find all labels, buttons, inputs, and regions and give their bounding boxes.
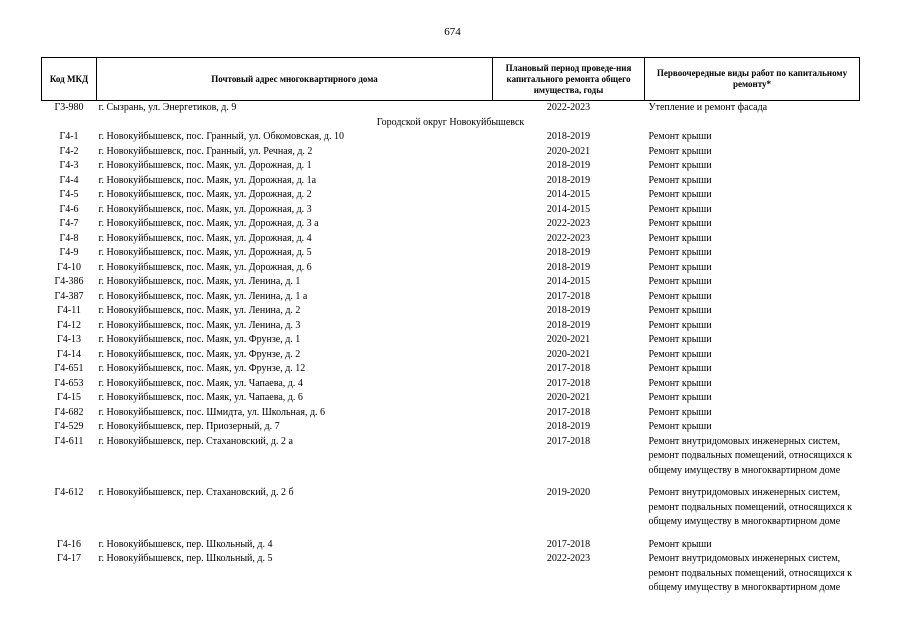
cell-code: Г4-3 — [59, 160, 79, 171]
cell-address: г. Новокуйбышевск, пер. Школьный, д. 5 — [98, 553, 273, 564]
cell-period: 2018-2019 — [546, 421, 591, 432]
cell-code: Г3-980 — [54, 102, 84, 113]
table-row — [42, 203, 860, 218]
table-row — [42, 290, 860, 305]
cell-code: Г4-8 — [59, 232, 79, 244]
table-row — [42, 319, 860, 334]
cell-period: 2014-2015 — [546, 203, 591, 215]
cell-code: Г4-15 — [56, 392, 82, 403]
cell-address: г. Новокуйбышевск, пос. Маяк, ул. Фрунзе, д. 2 — [98, 348, 301, 360]
cell-address: г. Новокуйбышевск, пос. Маяк, ул. Дорожная, д. 1а — [98, 174, 317, 186]
table-row — [42, 145, 860, 160]
cell-period: 2018-2019 — [546, 305, 591, 316]
cell-code: Г4-17 — [56, 553, 82, 564]
cell-works: Ремонт крыши — [648, 348, 712, 360]
cell-address: г. Новокуйбышевск, пер. Школьный, д. 4 — [98, 538, 273, 550]
table-row — [42, 174, 860, 189]
table-row — [42, 435, 860, 479]
cell-code: Г4-653 — [54, 377, 84, 389]
cell-period: 2022-2023 — [546, 232, 591, 244]
cell-code: Г4-9 — [59, 247, 79, 258]
cell-address: г. Новокуйбышевск, пос. Маяк, ул. Дорожная, д. 3 а — [98, 218, 319, 229]
cell-period: 2020-2021 — [546, 348, 591, 360]
cell-works: Ремонт крыши — [648, 189, 712, 200]
cell-code: Г4-1 — [59, 131, 79, 142]
cell-address: г. Новокуйбышевск, пос. Маяк, ул. Ленина, д. 1 а — [98, 290, 308, 302]
capital-repair-table — [41, 57, 860, 596]
cell-works: Ремонт крыши — [648, 392, 712, 403]
cell-code: Г4-13 — [56, 334, 82, 345]
table-body — [42, 101, 860, 596]
header-period: Плановый период проведе-ния капитального ремонта общего имущества, годы — [493, 58, 645, 101]
cell-works: Ремонт крыши — [648, 218, 712, 229]
cell-code: Г4-387 — [54, 290, 84, 302]
cell-works: Ремонт крыши — [648, 247, 712, 258]
table-row — [42, 391, 860, 406]
cell-works: Ремонт крыши — [648, 305, 712, 316]
cell-address: г. Новокуйбышевск, пер. Стахановский, д. 2 б — [98, 487, 294, 498]
cell-period: 2018-2019 — [546, 319, 591, 331]
table-row — [42, 130, 860, 145]
cell-period: 2018-2019 — [546, 261, 591, 273]
cell-period: 2022-2023 — [546, 553, 591, 564]
cell-address: г. Новокуйбышевск, пос. Маяк, ул. Дорожная, д. 3 — [98, 203, 312, 215]
cell-works: Ремонт крыши — [648, 203, 712, 215]
cell-works: Ремонт крыши — [648, 131, 712, 142]
cell-address: г. Новокуйбышевск, пос. Маяк, ул. Фрунзе, д. 12 — [98, 363, 306, 374]
cell-address: г. Новокуйбышевск, пос. Шмидта, ул. Школьная, д. 6 — [98, 406, 326, 418]
cell-address: г. Новокуйбышевск, пос. Маяк, ул. Дорожная, д. 4 — [98, 232, 312, 244]
cell-code: Г4-12 — [56, 319, 82, 331]
header-works: Первоочередные виды работ по капитальному ремонту* — [645, 58, 860, 101]
page-number: 674 — [444, 26, 461, 38]
table-row — [42, 232, 860, 247]
table-row — [42, 275, 860, 290]
cell-works: Утепление и ремонт фасада — [648, 102, 768, 113]
header-address: Почтовый адрес многоквартирного дома — [97, 58, 493, 101]
cell-address: г. Новокуйбышевск, пос. Маяк, ул. Ленина, д. 1 — [98, 276, 301, 287]
cell-address: г. Новокуйбышевск, пос. Маяк, ул. Ленина, д. 2 — [98, 305, 301, 316]
cell-period: 2019-2020 — [546, 487, 591, 498]
table-row — [42, 333, 860, 348]
cell-works: Ремонт крыши — [648, 538, 712, 550]
cell-address: г. Новокуйбышевск, пос. Маяк, ул. Чапаева, д. 6 — [98, 392, 303, 403]
table-row — [42, 406, 860, 421]
cell-code: Г4-6 — [59, 203, 79, 215]
table-row — [42, 159, 860, 174]
table-row — [42, 261, 860, 276]
cell-address: г. Новокуйбышевск, пос. Маяк, ул. Дорожная, д. 1 — [98, 160, 312, 171]
cell-period: 2022-2023 — [546, 218, 591, 229]
table-row — [42, 478, 860, 530]
table-row — [42, 217, 860, 232]
cell-address: г. Новокуйбышевск, пос. Маяк, ул. Дорожная, д. 6 — [98, 261, 312, 273]
cell-works: Ремонт крыши — [648, 145, 712, 157]
table-row — [42, 246, 860, 261]
cell-works: Ремонт крыши — [648, 290, 712, 302]
cell-works: Ремонт крыши — [648, 276, 712, 287]
cell-period: 2018-2019 — [546, 160, 591, 171]
cell-works: Ремонт крыши — [648, 363, 712, 374]
cell-address: г. Новокуйбышевск, пос. Гранный, ул. Обкомовская, д. 10 — [98, 131, 345, 142]
cell-works: Ремонт внутридомовых инженерных систем, ремонт подвальных помещений, относящихся к общему имуществу в многоквартирном доме — [648, 553, 853, 593]
cell-works: Ремонт внутридомовых инженерных систем, ремонт подвальных помещений, относящихся к общему имуществу в многоквартирном доме — [648, 435, 853, 476]
cell-period: 2017-2018 — [546, 538, 591, 550]
cell-code: Г4-611 — [54, 435, 84, 447]
cell-period: 2020-2021 — [546, 392, 591, 403]
cell-code: Г4-612 — [54, 487, 84, 498]
cell-address: г. Сызрань, ул. Энергетиков, д. 9 — [98, 102, 237, 113]
cell-period: 2022-2023 — [546, 102, 591, 113]
cell-code: Г4-529 — [54, 421, 84, 432]
cell-code: Г4-14 — [56, 348, 82, 360]
cell-code: Г4-7 — [59, 218, 79, 229]
cell-code: Г4-10 — [56, 261, 82, 273]
table-row — [42, 530, 860, 553]
cell-period: 2017-2018 — [546, 406, 591, 418]
cell-period: 2020-2021 — [546, 145, 591, 157]
cell-code: Г4-5 — [59, 189, 79, 200]
table-row — [42, 188, 860, 203]
cell-address: г. Новокуйбышевск, пер. Приозерный, д. 7 — [98, 421, 280, 432]
cell-address: г. Новокуйбышевск, пос. Маяк, ул. Ленина, д. 3 — [98, 319, 301, 331]
cell-works: Ремонт крыши — [648, 160, 712, 171]
cell-code: Г4-651 — [54, 363, 84, 374]
section-title: Городской округ Новокуйбышевск — [376, 116, 525, 128]
cell-period: 2018-2019 — [546, 174, 591, 186]
cell-address: г. Новокуйбышевск, пер. Стахановский, д. 2 а — [98, 435, 293, 447]
cell-period: 2017-2018 — [546, 290, 591, 302]
cell-works: Ремонт крыши — [648, 421, 712, 432]
cell-works: Ремонт внутридомовых инженерных систем, ремонт подвальных помещений, относящихся к общему имуществу в многоквартирном доме — [648, 487, 853, 527]
table-row — [42, 377, 860, 392]
cell-works: Ремонт крыши — [648, 319, 712, 331]
cell-code: Г4-4 — [59, 174, 79, 186]
cell-period: 2018-2019 — [546, 131, 591, 142]
cell-period: 2017-2018 — [546, 377, 591, 389]
cell-address: г. Новокуйбышевск, пос. Маяк, ул. Дорожная, д. 5 — [98, 247, 312, 258]
cell-period: 2017-2018 — [546, 435, 591, 447]
cell-works: Ремонт крыши — [648, 406, 712, 418]
section-row — [42, 116, 860, 131]
cell-period: 2014-2015 — [546, 276, 591, 287]
cell-address: г. Новокуйбышевск, пос. Маяк, ул. Дорожная, д. 2 — [98, 189, 312, 200]
table-header — [42, 58, 860, 101]
cell-works: Ремонт крыши — [648, 334, 712, 345]
cell-works: Ремонт крыши — [648, 261, 712, 273]
cell-period: 2018-2019 — [546, 247, 591, 258]
cell-period: 2017-2018 — [546, 363, 591, 374]
cell-code: Г4-16 — [56, 538, 82, 550]
cell-code: Г4-11 — [57, 305, 81, 316]
table-row — [42, 552, 860, 596]
cell-code: Г4-2 — [59, 145, 79, 157]
cell-period: 2014-2015 — [546, 189, 591, 200]
table-row — [42, 304, 860, 319]
cell-address: г. Новокуйбышевск, пос. Маяк, ул. Фрунзе, д. 1 — [98, 334, 301, 345]
cell-address: г. Новокуйбышевск, пос. Маяк, ул. Чапаева, д. 4 — [98, 377, 303, 389]
cell-code: Г4-386 — [54, 276, 84, 287]
cell-works: Ремонт крыши — [648, 232, 712, 244]
cell-works: Ремонт крыши — [648, 377, 712, 389]
cell-works: Ремонт крыши — [648, 174, 712, 186]
cell-period: 2020-2021 — [546, 334, 591, 345]
cell-address: г. Новокуйбышевск, пос. Гранный, ул. Речная, д. 2 — [98, 145, 313, 157]
table-row — [42, 101, 860, 116]
table-row — [42, 362, 860, 377]
cell-code: Г4-682 — [54, 406, 84, 418]
table-row — [42, 420, 860, 435]
table-row — [42, 348, 860, 363]
header-code: Код МКД — [42, 58, 97, 101]
